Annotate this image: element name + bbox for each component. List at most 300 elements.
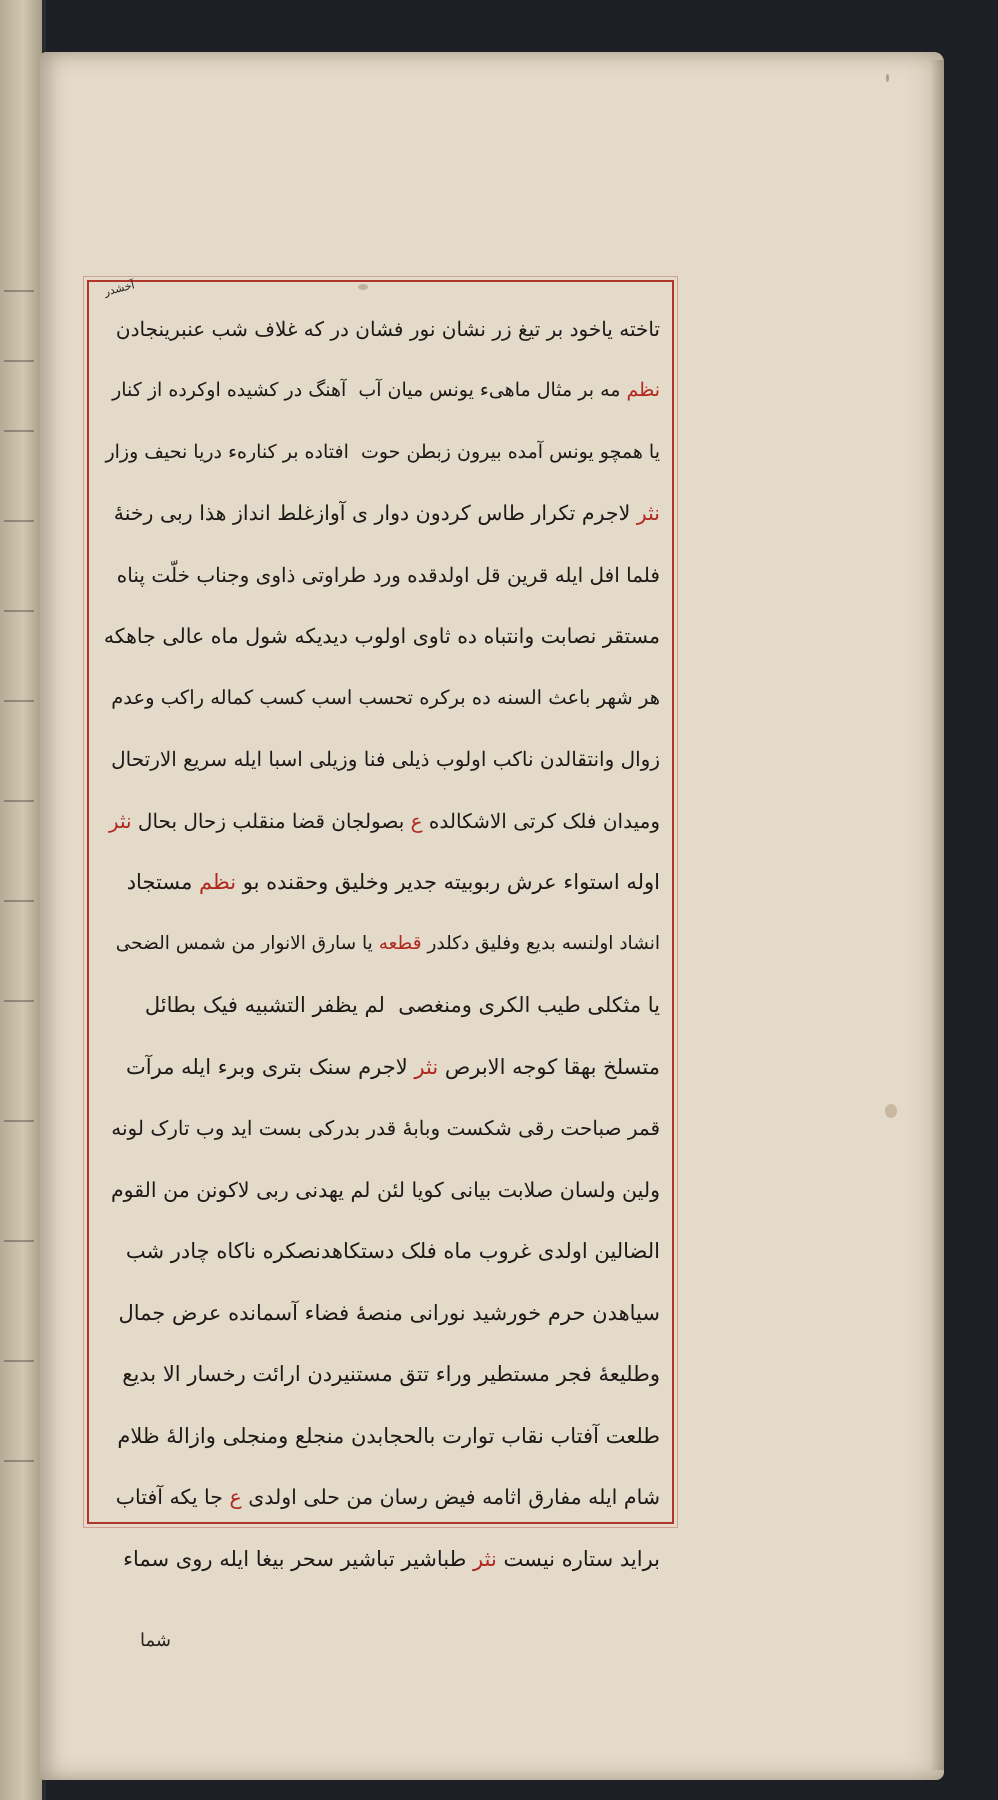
rubric-word: نظم — [620, 379, 660, 402]
word: اسبا — [262, 747, 303, 772]
word: شب — [205, 316, 248, 341]
word: آوازغلط — [270, 501, 346, 526]
word: الکری — [471, 993, 531, 1018]
facing-page-ink — [4, 430, 34, 432]
word: کماله — [204, 686, 254, 710]
word: منجلع — [288, 1423, 345, 1448]
facing-page-ink — [4, 1460, 34, 1462]
word: نورانی — [402, 1300, 466, 1325]
word: ومیدان — [596, 808, 660, 833]
text-line — [100, 667, 660, 729]
word: عرض — [165, 1300, 222, 1325]
line-text — [118, 1301, 660, 1325]
word: اسب — [305, 686, 353, 710]
word: بطائل — [144, 993, 197, 1018]
word: خورشید — [465, 1300, 542, 1325]
word: قدر — [360, 1116, 397, 1141]
line-text — [127, 870, 660, 894]
word: ‌‌ — [346, 379, 353, 402]
text-line — [100, 1221, 660, 1283]
word: هذا — [192, 501, 227, 526]
word: فلما — [619, 562, 660, 587]
word: بست — [252, 1116, 302, 1141]
word: طراوتی — [295, 562, 367, 587]
text-line — [100, 1528, 660, 1590]
word: بیرون — [450, 440, 502, 463]
word: جدیر — [388, 870, 437, 895]
word: آفتاب — [115, 1485, 163, 1510]
word: طباشیر — [394, 1546, 467, 1571]
word: فیک — [196, 993, 238, 1018]
word: اولنسه — [555, 933, 614, 955]
word: تیغ — [511, 316, 541, 341]
word: زوال — [614, 747, 660, 772]
word: مستقر — [596, 624, 660, 649]
word: دوار — [368, 501, 410, 526]
word: دریا — [187, 440, 223, 463]
text-line — [100, 975, 660, 1037]
word: عنبرینجادن — [115, 316, 206, 341]
word: یا — [641, 993, 660, 1018]
word: بدیع — [520, 933, 556, 955]
word: کنارهء — [222, 440, 277, 463]
word: الانوار — [255, 933, 306, 955]
word: آسمانده — [221, 1300, 298, 1325]
word: بدرکی — [301, 1116, 361, 1141]
word: مثال — [530, 379, 573, 402]
word: برکره — [413, 686, 466, 710]
word: وخلیق — [328, 870, 389, 895]
word: جمال — [118, 1300, 166, 1325]
word: شول — [238, 624, 288, 649]
word: وطلیعهٔ — [591, 1362, 660, 1387]
facing-page-ink — [4, 800, 34, 802]
facing-page-ink — [4, 700, 34, 702]
line-text — [111, 1178, 660, 1202]
word: خلّت — [144, 562, 190, 587]
word: وبرء — [211, 1054, 256, 1079]
word: شمس — [169, 933, 226, 955]
word: وزیلی — [302, 747, 358, 772]
word: جاهکه — [103, 624, 156, 649]
word: ماهیء — [473, 379, 531, 402]
text-line — [100, 852, 660, 914]
word: شب — [125, 1239, 165, 1264]
word: مه — [594, 379, 621, 402]
word: مستجاد — [126, 870, 193, 895]
word: ده — [465, 686, 491, 710]
word: ماه — [436, 1239, 473, 1264]
word: کسب — [253, 686, 306, 710]
word: همچو — [593, 440, 643, 463]
word: افل — [583, 562, 620, 587]
word: وجناب — [189, 562, 250, 587]
rubric-word: نثر — [407, 1054, 439, 1079]
word: بیانی — [443, 1177, 492, 1202]
facing-page-ink — [4, 900, 34, 902]
word: وازالهٔ — [159, 1423, 216, 1448]
word: حلی — [296, 1485, 340, 1510]
paper-stain — [885, 1104, 897, 1118]
word: القوم — [110, 1177, 157, 1202]
word: باعث — [542, 686, 591, 710]
word: الضحی — [115, 933, 170, 955]
word: نور — [403, 316, 436, 341]
word: اولدی — [531, 1239, 588, 1264]
rubric-word: نثر — [630, 501, 660, 526]
line-text — [117, 563, 660, 587]
word: الارتحال — [111, 747, 177, 772]
word: انشاد — [613, 933, 660, 955]
word: ده — [450, 624, 478, 649]
word: بر — [540, 316, 564, 341]
facing-page-ink — [4, 610, 34, 612]
facing-page-ink — [4, 1000, 34, 1002]
word: ربوبیته — [436, 870, 501, 895]
word: سارق — [305, 933, 357, 955]
line-text — [122, 1362, 660, 1386]
word: براید — [613, 1546, 660, 1571]
word: منقلب — [226, 808, 286, 833]
word: قل — [469, 562, 501, 587]
word: فنا — [357, 747, 386, 772]
line-text — [111, 747, 660, 771]
word: بو — [236, 870, 260, 895]
word: ایله — [212, 1546, 250, 1571]
word: الاشکالده — [422, 808, 507, 833]
facing-page-ink — [4, 1120, 34, 1122]
word: وب — [189, 1116, 225, 1141]
word: جا — [197, 1485, 223, 1510]
word: منصهٔ — [349, 1300, 403, 1325]
word: یهدنی — [288, 1177, 345, 1202]
rubric-word: نثر — [108, 808, 132, 833]
line-text — [126, 1055, 660, 1079]
word: کرتی — [506, 808, 557, 833]
word: الضالین — [587, 1239, 660, 1264]
word: آب — [352, 379, 382, 402]
word: مفارق — [521, 1485, 582, 1510]
word: تحسب — [352, 686, 414, 710]
word: ی — [345, 501, 368, 526]
line-text — [112, 379, 660, 401]
line-text — [116, 933, 660, 954]
text-line — [100, 544, 660, 606]
word: لاکونن — [189, 1177, 250, 1202]
word: بیغا — [249, 1546, 285, 1571]
word: وبابهٔ — [396, 1116, 441, 1141]
word: بصولجان — [324, 808, 405, 833]
word: که — [297, 316, 325, 341]
rubric-word: ع — [404, 808, 423, 833]
facing-page-ink — [4, 1360, 34, 1362]
word: رسان — [373, 1485, 428, 1510]
word: شام — [617, 1485, 660, 1510]
word: کویا — [404, 1177, 444, 1202]
word: یونس — [423, 379, 474, 402]
line-text — [105, 441, 660, 463]
word: نصابت — [534, 624, 597, 649]
word: سماء — [123, 1546, 170, 1571]
word: یکه — [162, 1485, 198, 1510]
word: مستطیر — [471, 1362, 550, 1387]
word: نیست — [496, 1546, 556, 1571]
word: ستاره — [555, 1546, 614, 1571]
word: مثکلی — [580, 993, 642, 1018]
word: پناه — [116, 562, 145, 587]
word: طیب — [530, 993, 581, 1018]
word: من — [156, 1177, 190, 1202]
word: ولین — [615, 1177, 660, 1202]
word: نشان — [435, 316, 486, 341]
word: لاجرم — [575, 501, 631, 526]
word: عرش — [500, 870, 557, 895]
line-text — [126, 1239, 660, 1263]
word: اولوب — [429, 747, 487, 772]
word: لم — [344, 1177, 371, 1202]
word: بهقا — [557, 1054, 597, 1079]
word: نحیف — [138, 440, 188, 463]
word: ناکب — [486, 747, 534, 772]
line-text — [116, 1485, 660, 1509]
word: از — [141, 379, 163, 402]
word: فلک — [556, 808, 597, 833]
word: تاخته — [612, 316, 660, 341]
word: در — [278, 379, 303, 402]
text-line — [100, 483, 660, 545]
word: السنه — [490, 686, 543, 710]
word: کنار — [112, 379, 142, 402]
word: سحر — [284, 1546, 334, 1571]
word: غلاف — [247, 316, 298, 341]
word: اولدی — [241, 1485, 297, 1510]
word: کشیده — [220, 379, 279, 402]
word: توارت — [435, 1423, 495, 1448]
word: بالحجابدن — [344, 1423, 436, 1448]
folio-number: شما — [140, 1630, 171, 1651]
word: حرم — [541, 1300, 586, 1325]
word: ورد — [366, 562, 401, 587]
word: قرین — [500, 562, 549, 587]
word: اولدقده — [400, 562, 470, 587]
word: شهر — [590, 686, 633, 710]
text-block — [100, 298, 660, 1590]
text-line — [100, 729, 660, 791]
word: وعدم — [111, 686, 155, 710]
word: ‌‌ — [384, 993, 392, 1018]
word: دکلدر — [421, 933, 470, 955]
word: فشان — [348, 316, 404, 341]
word: دستکاهدنصکره — [255, 1239, 395, 1264]
word: وانتباه — [477, 624, 535, 649]
word: من — [225, 933, 256, 955]
word: تتق — [392, 1362, 430, 1387]
word: چادر — [164, 1239, 210, 1264]
text-line — [100, 1405, 660, 1467]
word: من — [339, 1485, 374, 1510]
word: ثاوی — [406, 624, 451, 649]
word: ظلام — [117, 1423, 160, 1448]
word: لم — [357, 993, 385, 1018]
word: سنک — [302, 1054, 352, 1079]
word: لونه — [111, 1116, 144, 1141]
word: لئن — [370, 1177, 405, 1202]
word: ذاوی — [249, 562, 296, 587]
word: فضاء — [297, 1300, 350, 1325]
line-text — [111, 1116, 660, 1140]
word: الابرص — [438, 1054, 506, 1079]
word: زحال — [177, 808, 227, 833]
word: التشبیه — [237, 993, 306, 1018]
word: ناکاه — [209, 1239, 256, 1264]
word: طلعت — [598, 1423, 660, 1448]
word: آفتاب — [543, 1423, 599, 1448]
word: حوت — [354, 440, 401, 463]
word: رقی — [511, 1116, 554, 1141]
line-text — [111, 686, 660, 709]
word: ولسان — [553, 1177, 616, 1202]
rubric-word: نظم — [192, 870, 237, 895]
word: ومنجلی — [215, 1423, 289, 1448]
word: سریع — [176, 747, 228, 772]
facing-page-ink — [4, 1240, 34, 1242]
word: سیاهدن — [585, 1300, 660, 1325]
word: شکست — [440, 1116, 512, 1141]
word: الا — [156, 1362, 181, 1387]
word: در — [324, 316, 349, 341]
word: افتاده — [298, 440, 349, 463]
word: وحقنده — [259, 870, 329, 895]
line-text — [104, 624, 660, 648]
word: مرآت — [126, 1054, 175, 1079]
word: راکب — [154, 686, 205, 710]
text-line — [100, 1282, 660, 1344]
word: ماه — [204, 624, 239, 649]
word: یا — [642, 440, 660, 463]
facing-page-ink — [4, 520, 34, 522]
page-edge-shadow — [930, 60, 944, 1770]
word: زر — [485, 316, 512, 341]
text-line — [100, 1344, 660, 1406]
word: تکرار — [524, 501, 576, 526]
word: ‌‌ — [348, 440, 355, 463]
word: ایله — [227, 747, 263, 772]
word: آهنگ — [302, 379, 347, 402]
word: ربی — [153, 501, 193, 526]
word: یونس — [543, 440, 594, 463]
word: بحال — [131, 808, 178, 833]
paper-mark — [886, 74, 889, 82]
word: ومنغصی — [391, 993, 472, 1018]
word: ایله — [174, 1054, 212, 1079]
word: رخنهٔ — [113, 501, 154, 526]
line-text — [145, 993, 660, 1017]
word: دیدیکه — [287, 624, 348, 649]
facing-page-ink — [4, 290, 34, 292]
word: میان — [381, 379, 424, 402]
word: فجر — [549, 1362, 592, 1387]
text-line — [100, 1467, 660, 1529]
word: یاخود — [563, 316, 613, 341]
word: عالی — [155, 624, 205, 649]
word: ذیلی — [385, 747, 430, 772]
word: وزار — [105, 440, 139, 463]
line-text — [114, 501, 660, 525]
text-line — [100, 1098, 660, 1160]
line-text — [123, 1547, 660, 1571]
line-text — [117, 1424, 660, 1448]
text-line — [100, 1159, 660, 1221]
word: اید — [224, 1116, 253, 1141]
word: قمر — [621, 1116, 660, 1141]
word: کردون — [409, 501, 471, 526]
text-line — [100, 606, 660, 668]
rubric-word: نثر — [466, 1546, 497, 1571]
rubric-word: قطعه — [372, 933, 422, 955]
word: یا — [356, 933, 373, 955]
word: انداز — [226, 501, 271, 526]
word: روی — [169, 1546, 213, 1571]
word: ایله — [581, 1485, 618, 1510]
word: متسلخ — [596, 1054, 660, 1079]
text-line — [100, 360, 660, 422]
text-line — [100, 790, 660, 852]
word: بتری — [255, 1054, 303, 1079]
word: وفلیق — [469, 933, 521, 955]
word: بر — [276, 440, 299, 463]
catchword: آخشدر — [102, 278, 136, 299]
word: تباشیر — [333, 1546, 395, 1571]
word: صباحت — [554, 1116, 622, 1141]
facing-page-ink — [4, 360, 34, 362]
text-line — [100, 913, 660, 975]
word: کوجه — [505, 1054, 558, 1079]
word: هر — [632, 686, 660, 710]
line-text — [116, 317, 660, 341]
line-text — [109, 809, 660, 833]
word: مستنیردن — [300, 1362, 393, 1387]
text-line — [100, 1036, 660, 1098]
rubric-word: ع — [222, 1485, 242, 1510]
facing-page-edge — [0, 0, 42, 1800]
word: بدیع — [122, 1362, 157, 1387]
word: آمده — [501, 440, 544, 463]
word: فلک — [394, 1239, 437, 1264]
word: نقاب — [494, 1423, 544, 1448]
word: صلابت — [491, 1177, 554, 1202]
word: فیض — [427, 1485, 476, 1510]
word: رخسار — [180, 1362, 246, 1387]
word: زبطن — [400, 440, 451, 463]
word: قضا — [285, 808, 325, 833]
word: بر — [572, 379, 595, 402]
word: تارک — [143, 1116, 190, 1141]
word: طاس — [470, 501, 525, 526]
word: غروب — [472, 1239, 532, 1264]
text-line — [100, 421, 660, 483]
word: اثامه — [475, 1485, 522, 1510]
word: یظفر — [305, 993, 358, 1018]
word: وراء — [429, 1362, 472, 1387]
text-line — [100, 298, 660, 360]
word: وانتقالدن — [533, 747, 615, 772]
word: اوکرده — [162, 379, 221, 402]
word: ارائت — [245, 1362, 301, 1387]
word: لاجرم — [351, 1054, 408, 1079]
word: استواء — [556, 870, 620, 895]
word: ایله — [548, 562, 584, 587]
word: ربی — [249, 1177, 289, 1202]
